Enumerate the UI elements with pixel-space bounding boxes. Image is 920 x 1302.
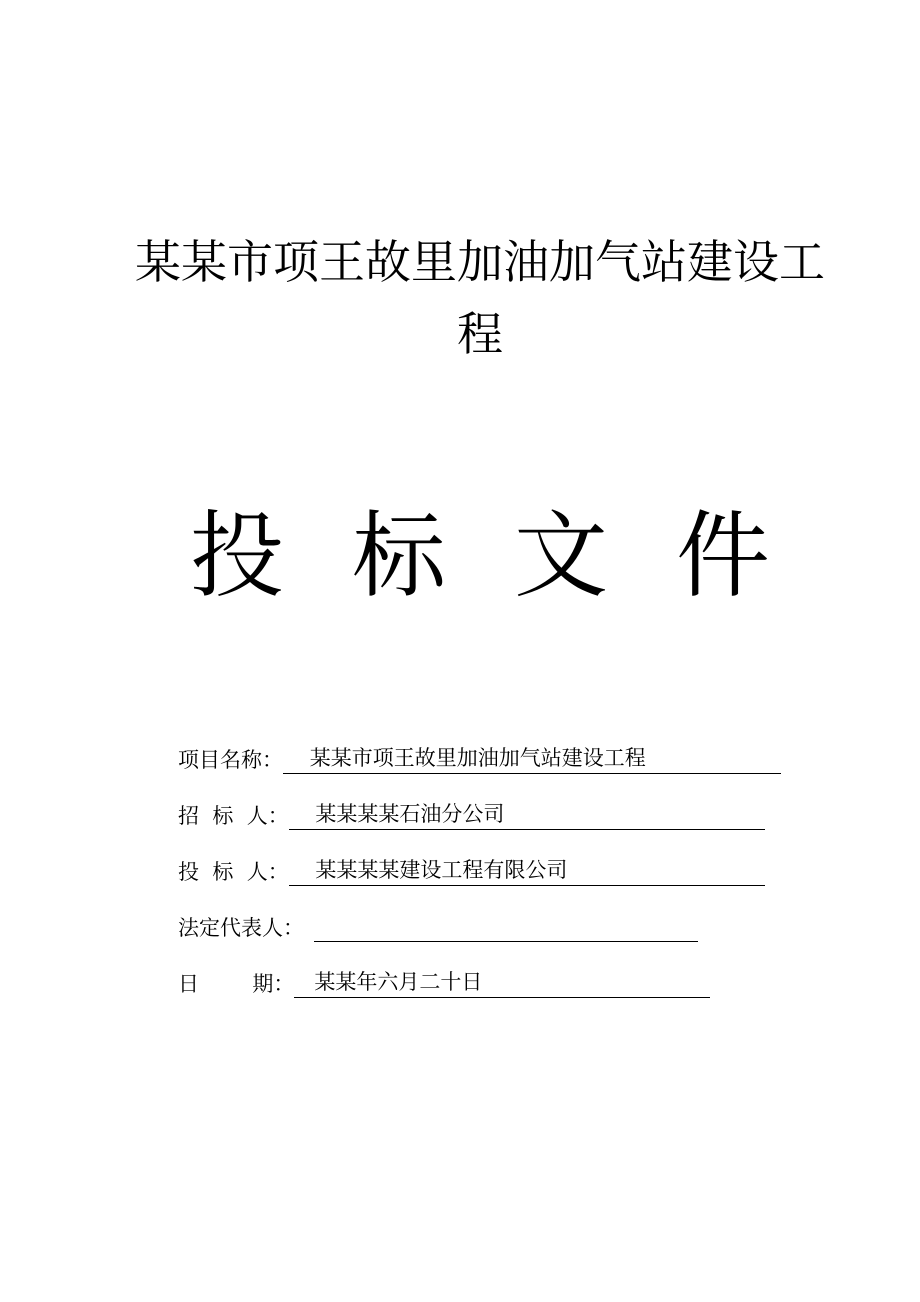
project-name-label: 项目名称： <box>178 748 283 772</box>
project-name-row <box>178 718 818 774</box>
project-title: 某某市项王故里加油加气站建设工程 <box>135 235 825 361</box>
tenderer-value: 某某某某石油分公司 <box>289 800 765 830</box>
bidder-row <box>178 830 818 886</box>
bid-info-block <box>178 718 818 998</box>
tenderer-label: 招 标 人： <box>178 804 289 828</box>
legal-representative-row <box>178 886 818 942</box>
date-label: 日 期： <box>178 972 295 996</box>
legal-representative-value <box>314 940 698 942</box>
document-title: 投标文件 <box>189 502 838 611</box>
legal-representative-label: 法定代表人： <box>178 916 304 940</box>
date-row <box>178 942 818 998</box>
date-value: 某某年六月二十日 <box>294 968 710 998</box>
project-name-value: 某某市项王故里加油加气站建设工程 <box>283 744 781 774</box>
tenderer-row <box>178 774 818 830</box>
bidder-label: 投 标 人： <box>178 860 289 884</box>
bidder-value: 某某某某建设工程有限公司 <box>289 856 765 886</box>
